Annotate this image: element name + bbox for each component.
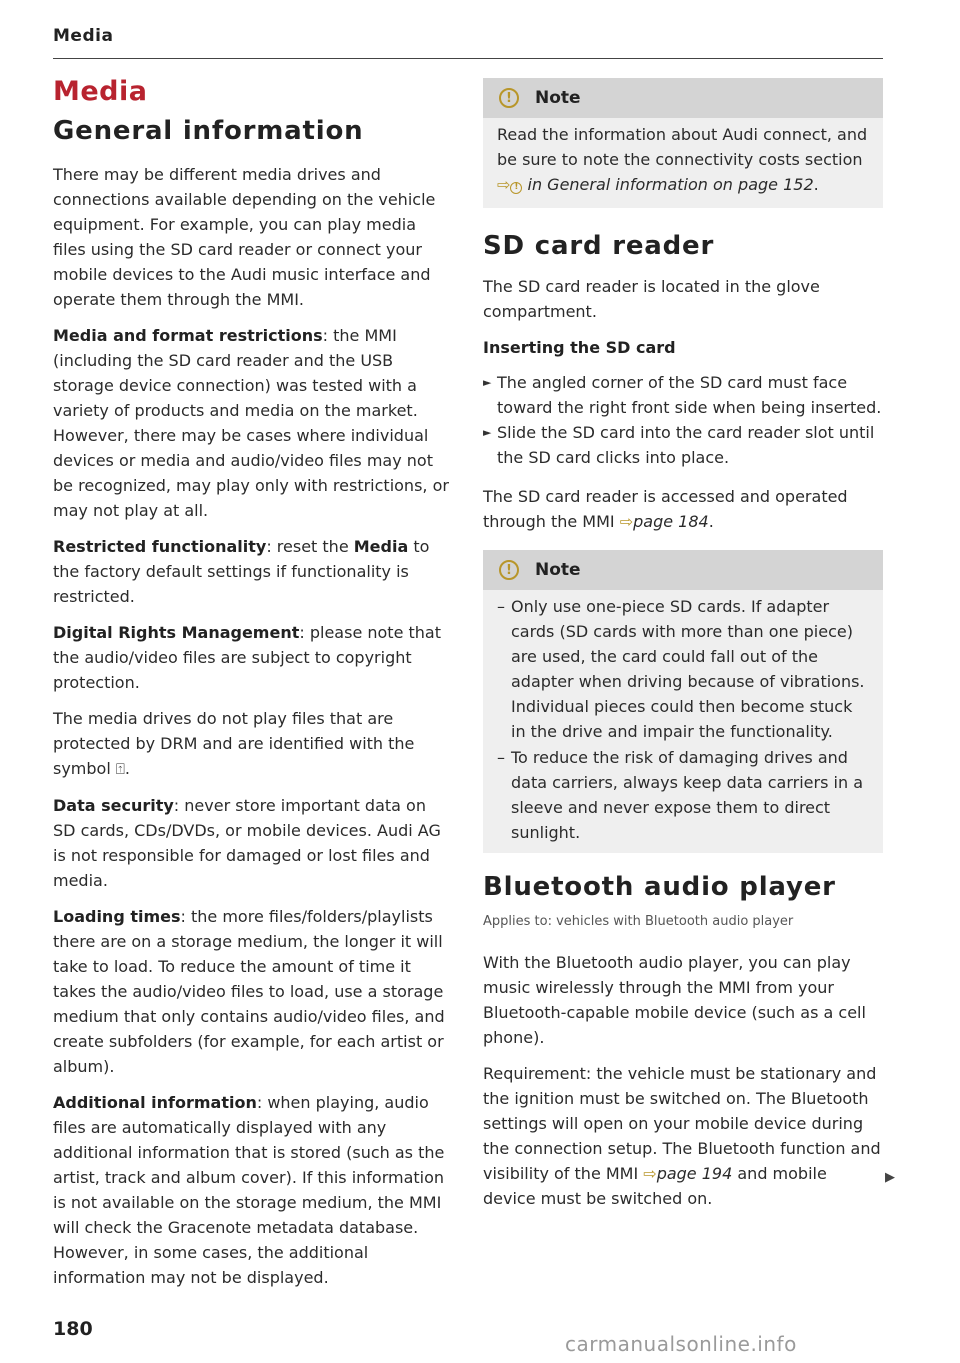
- page-ref-link[interactable]: page 194: [656, 1164, 733, 1183]
- step-text: Slide the SD card into the card reader slot until the SD card clicks into place.: [497, 423, 875, 467]
- note-title: Note: [535, 87, 581, 108]
- section-title: Media: [53, 76, 148, 107]
- chapter-title: General information: [53, 116, 364, 146]
- sd-intro: The SD card reader is located in the glove compartment.: [483, 277, 820, 321]
- loading-label: Loading times: [53, 907, 181, 926]
- additional-label: Additional information: [53, 1093, 257, 1112]
- watermark: carmanualsonline.info: [565, 1332, 797, 1356]
- caution-icon: !: [499, 560, 519, 580]
- drm-text: : please note that the audio/video files are subject to copyright protection.: [53, 623, 441, 692]
- note-body: [483, 118, 883, 205]
- note-text-end: .: [813, 175, 819, 194]
- note-header: [483, 550, 883, 590]
- data-security-label: Data security: [53, 796, 174, 815]
- restricted-label: Restricted functionality: [53, 537, 267, 556]
- drm-note-paragraph: [53, 706, 449, 782]
- data-security-text: : never store important data on SD cards, CDs/DVDs, or mobile devices. Audi AG is not responsible for damaged or lost files and media.: [53, 796, 441, 890]
- note-text: [497, 122, 869, 197]
- note-list-item: – To reduce the risk of damaging drives and data carriers, always keep data carriers in a sleeve and never expose them to direct sunlight.: [497, 745, 869, 845]
- additional-paragraph: [53, 1090, 449, 1290]
- left-column: [53, 74, 449, 1301]
- step-text: The angled corner of the SD card must face toward the right front side when being inserted.: [497, 373, 882, 417]
- note-list-item: – Only use one-piece SD cards. If adapter cards (SD cards with more than one piece) are used, the card could fall out of the adapter when driving because of vibrations. Individual pieces could then become stuck in the drive and impair the functionality.: [497, 594, 869, 744]
- loading-text: : the more files/folders/playlists there are on a storage medium, the longer it will take to load. To reduce the amount of time it takes the audio/video files to load, use a storage medium that only contains audio/video files, and create subfolders (for example, for each artist or album).: [53, 907, 445, 1076]
- loading-paragraph: [53, 904, 449, 1079]
- note-header: [483, 78, 883, 118]
- bt-req-text-b: and mobile device must be switched on.: [483, 1164, 827, 1208]
- triangle-bullet-icon: ►: [483, 376, 492, 389]
- right-column: [483, 74, 883, 1222]
- note-box-sd: [483, 550, 883, 853]
- sd-access-end: .: [708, 512, 714, 531]
- bt-req-text-a: Requirement: the vehicle must be stationary and the ignition must be switched on. The Bluetooth settings will open on your mobile device during the connection setup. The Bluetooth function and visibility of the MMI: [483, 1064, 881, 1183]
- ref-arrow-icon: ⇨: [619, 512, 634, 531]
- additional-text: : when playing, audio files are automatically displayed with any additional information that is stored (such as the artist, track and album cover). If this information is not available on the storage medium, the MMI will check the Gracenote metadata database. However, in some cases, the additional information may not be displayed.: [53, 1093, 445, 1287]
- drm-note-text: The media drives do not play files that are protected by DRM and are identified with the symbol: [53, 709, 415, 778]
- drm-label: Digital Rights Management: [53, 623, 300, 642]
- step-item: [483, 420, 883, 470]
- page-ref-link[interactable]: page 184: [633, 512, 709, 531]
- restricted-paragraph: [53, 534, 449, 609]
- sd-card-reader-title: SD card reader: [483, 231, 715, 261]
- data-security-paragraph: [53, 793, 449, 893]
- page-number: 180: [53, 1318, 93, 1340]
- caution-ref-icon: !: [510, 182, 522, 194]
- sd-access-paragraph: [483, 484, 883, 534]
- note-text-main: Read the information about Audi connect, and be sure to note the connectivity costs section: [497, 125, 868, 169]
- running-header: Media: [53, 26, 883, 59]
- triangle-bullet-icon: ►: [483, 426, 492, 439]
- bluetooth-requirement: [483, 1061, 883, 1211]
- intro-paragraph: There may be different media drives and connections available depending on the vehicle equipment. For example, you can play media files using the SD card reader or connect your mobile devices to the Audi music interface and operate them through the MMI.: [53, 165, 436, 309]
- drm-lock-icon: ⍐: [115, 760, 125, 778]
- ref-arrow-icon: ⇨: [643, 1164, 657, 1183]
- ref-arrow-icon: ⇨: [497, 175, 511, 194]
- media-format-label: Media and format restrictions: [53, 326, 323, 345]
- note-reference-link[interactable]: in General information on page 152: [522, 175, 814, 194]
- step-item: [483, 370, 883, 420]
- drm-paragraph: [53, 620, 449, 695]
- bluetooth-intro: With the Bluetooth audio player, you can play music wirelessly through the MMI from your Bluetooth-capable mobile device (such as a cell phone).: [483, 953, 866, 1047]
- note-box-connect: [483, 78, 883, 208]
- applies-to: Applies to: vehicles with Bluetooth audio player: [483, 914, 794, 929]
- note-title: Note: [535, 559, 581, 580]
- caution-icon: !: [499, 88, 519, 108]
- sd-access-text: The SD card reader is accessed and operated through the MMI: [483, 487, 848, 531]
- continue-arrow-icon: ▶: [885, 1170, 895, 1185]
- media-format-paragraph: [53, 323, 449, 523]
- media-word: Media: [353, 537, 409, 556]
- drm-note-end: .: [124, 759, 130, 778]
- restricted-text-b: to the factory default settings if functionality is restricted.: [53, 537, 430, 606]
- media-format-text: : the MMI (including the SD card reader and the USB storage device connection) was tested with a variety of products and media on the market. However, there may be cases where individual devices or media and audio/video files may not be recognized, may play only with restrictions, or may not play at all.: [53, 326, 449, 520]
- note-list: [497, 594, 869, 845]
- restricted-text-a: : reset the: [266, 537, 354, 556]
- inserting-steps: [483, 370, 883, 470]
- inserting-title: Inserting the SD card: [483, 338, 676, 357]
- note-body: [483, 590, 883, 850]
- bluetooth-audio-title: Bluetooth audio player: [483, 872, 836, 902]
